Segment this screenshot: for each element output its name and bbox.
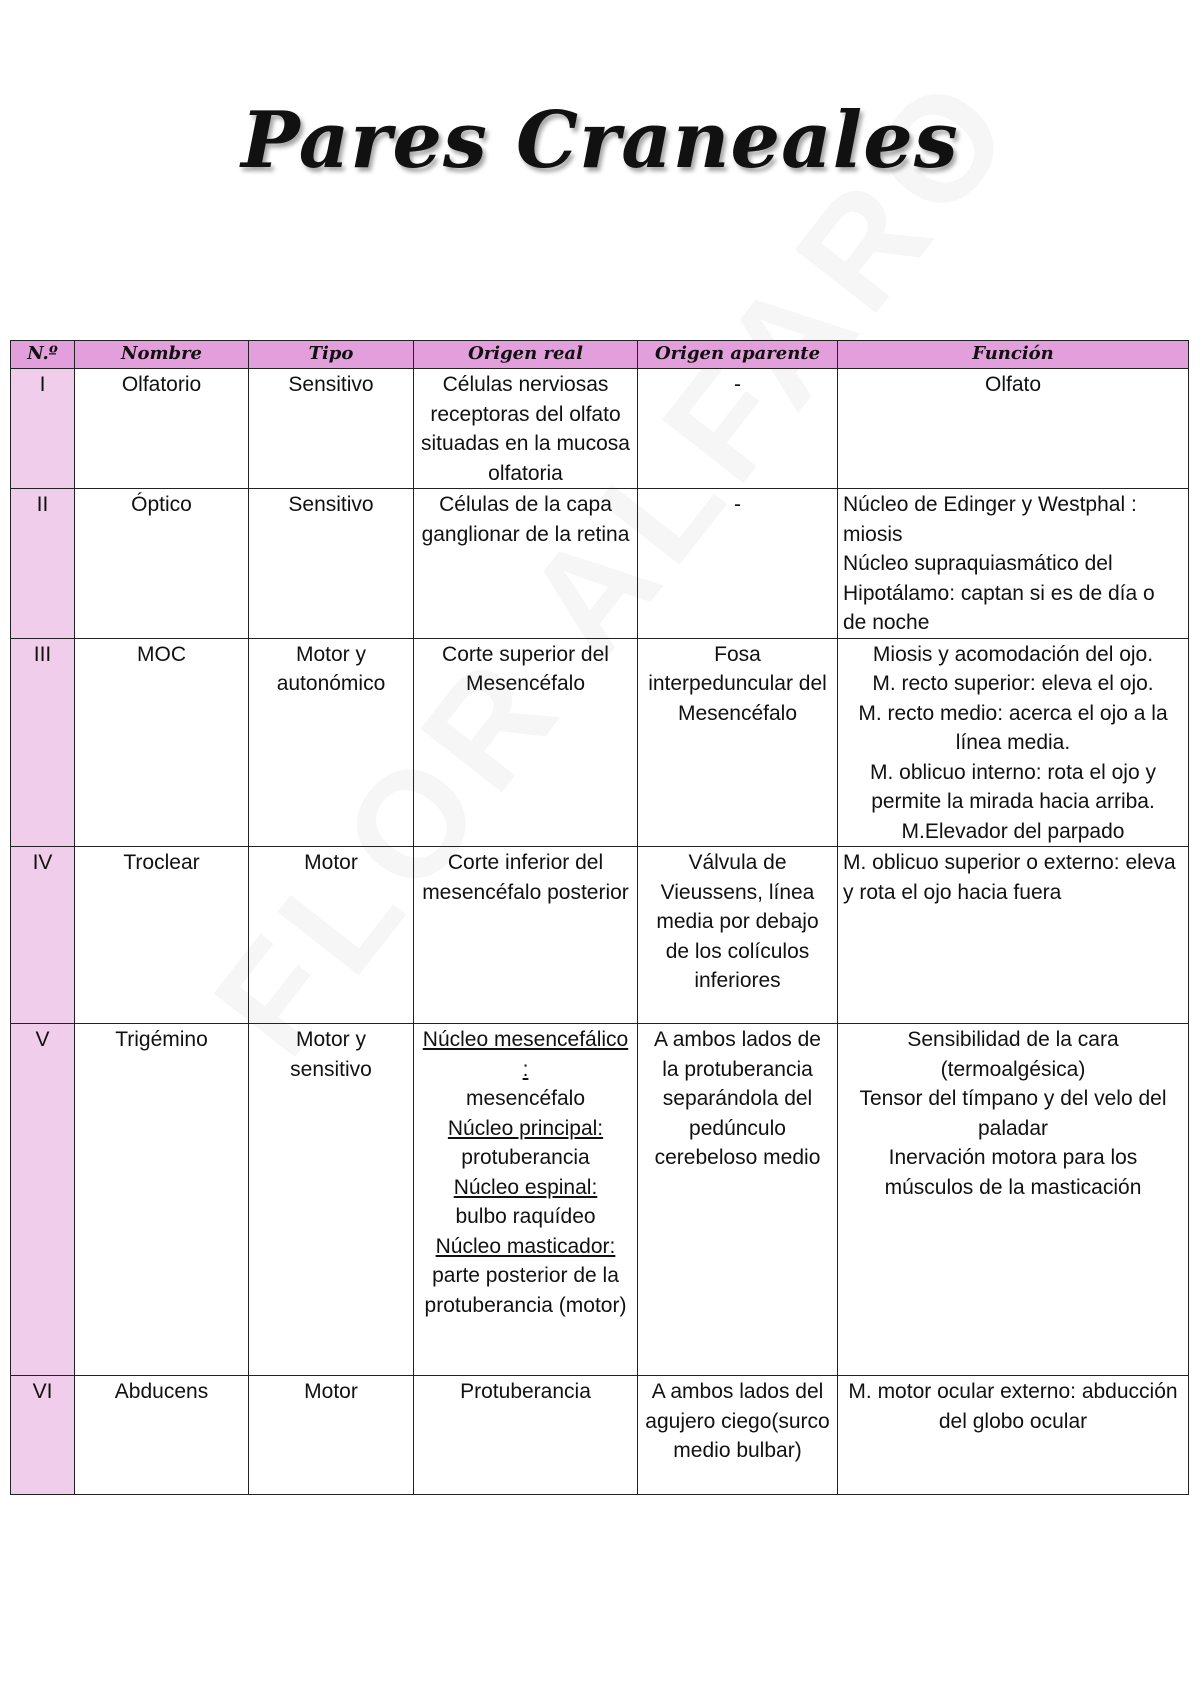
cell-origen-aparente: - xyxy=(638,489,838,639)
cell-tipo: Sensitivo xyxy=(249,369,414,489)
cell-num: I xyxy=(11,369,75,489)
header-tipo: Tipo xyxy=(249,341,414,369)
cell-tipo: Motor xyxy=(249,847,414,1024)
funcion-line: M. oblicuo superior o externo: eleva y rota el ojo hacia fuera xyxy=(843,851,1176,904)
funcion-line: Miosis y acomodación del ojo. xyxy=(872,642,1154,666)
table-row xyxy=(11,489,1189,639)
table-row xyxy=(11,847,1189,1024)
table-row xyxy=(11,1376,1189,1495)
cell-origen-aparente: Fosa interpeduncular del Mesencéfalo xyxy=(638,638,838,847)
cell-tipo: Motor y sensitivo xyxy=(249,1024,414,1376)
nucleo-text: protuberancia xyxy=(461,1146,590,1169)
funcion-line: M. recto medio: acerca el ojo a la línea media. xyxy=(858,701,1168,754)
cell-origen-aparente: A ambos lados del agujero ciego(surco medio bulbar) xyxy=(638,1376,838,1495)
header-origen-real: Origen real xyxy=(414,341,638,369)
cell-origen-real xyxy=(414,1024,638,1376)
header-funcion: Función xyxy=(838,341,1189,369)
cell-funcion xyxy=(838,1376,1189,1495)
cell-nombre: Abducens xyxy=(75,1376,249,1495)
nucleo-label: Núcleo espinal: xyxy=(453,1175,598,1199)
funcion-line: M. motor ocular externo: abducción del globo ocular xyxy=(848,1380,1178,1433)
cell-origen-real: Células de la capa ganglionar de la retina xyxy=(414,489,638,639)
cell-funcion xyxy=(838,369,1189,489)
nucleo-label: Núcleo masticador: xyxy=(435,1234,616,1258)
cell-nombre: MOC xyxy=(75,638,249,847)
cell-num: II xyxy=(11,489,75,639)
cell-nombre: Óptico xyxy=(75,489,249,639)
cell-origen-real: Protuberancia xyxy=(414,1376,638,1495)
cell-funcion xyxy=(838,489,1189,639)
funcion-line: Tensor del tímpano y del velo del paladar xyxy=(859,1087,1167,1140)
funcion-line: M. recto superior: eleva el ojo. xyxy=(872,672,1154,695)
funcion-line: M. oblicuo interno: rota el ojo y permite la mirada hacia arriba. xyxy=(870,760,1156,813)
cell-origen-real: Corte superior del Mesencéfalo xyxy=(414,638,638,847)
header-num: N.º xyxy=(11,341,75,369)
funcion-line: Inervación motora para los músculos de la masticación xyxy=(884,1146,1142,1199)
cell-origen-real: Células nerviosas receptoras del olfato situadas en la mucosa olfatoria xyxy=(414,369,638,489)
cell-origen-aparente: - xyxy=(638,369,838,489)
nucleo-text: bulbo raquídeo xyxy=(455,1205,596,1228)
cranial-nerves-table xyxy=(10,340,1189,1495)
header-origen-aparente: Origen aparente xyxy=(638,341,838,369)
cell-num: V xyxy=(11,1024,75,1376)
cell-tipo: Motor xyxy=(249,1376,414,1495)
table-row xyxy=(11,369,1189,489)
cell-nombre: Olfatorio xyxy=(75,369,249,489)
cell-funcion xyxy=(838,847,1189,1024)
funcion-line: Olfato xyxy=(984,373,1042,396)
cell-origen-real: Corte inferior del mesencéfalo posterior xyxy=(414,847,638,1024)
page-title: Pares Craneales xyxy=(241,95,959,186)
table-row xyxy=(11,638,1189,847)
cell-funcion xyxy=(838,638,1189,847)
table-header-row xyxy=(11,341,1189,369)
cell-num: VI xyxy=(11,1376,75,1495)
table-row xyxy=(11,1024,1189,1376)
nucleo-label: Núcleo principal: xyxy=(447,1116,604,1140)
cell-num: IV xyxy=(11,847,75,1024)
nucleo-text: parte posterior de la protuberancia (motor) xyxy=(424,1264,627,1317)
header-nombre: Nombre xyxy=(75,341,249,369)
cell-funcion xyxy=(838,1024,1189,1376)
cell-origen-aparente: A ambos lados de la protuberancia separándola del pedúnculo cerebeloso medio xyxy=(638,1024,838,1376)
cell-nombre: Trigémino xyxy=(75,1024,249,1376)
funcion-line: M.Elevador del parpado xyxy=(901,819,1125,843)
funcion-line: Núcleo de Edinger y Westphal : miosis xyxy=(843,493,1137,546)
nucleo-text: mesencéfalo xyxy=(465,1087,586,1110)
cell-tipo: Motor y autonómico xyxy=(249,638,414,847)
cell-num: III xyxy=(11,638,75,847)
cell-origen-aparente: Válvula de Vieussens, línea media por debajo de los colículos inferiores xyxy=(638,847,838,1024)
nucleo-label: Núcleo mesencefálico : xyxy=(422,1028,629,1081)
cell-tipo: Sensitivo xyxy=(249,489,414,639)
cell-nombre: Troclear xyxy=(75,847,249,1024)
funcion-line: Sensibilidad de la cara (termoalgésica) xyxy=(907,1028,1119,1081)
funcion-line: Núcleo supraquiasmático del Hipotálamo: captan si es de día o de noche xyxy=(843,552,1155,634)
